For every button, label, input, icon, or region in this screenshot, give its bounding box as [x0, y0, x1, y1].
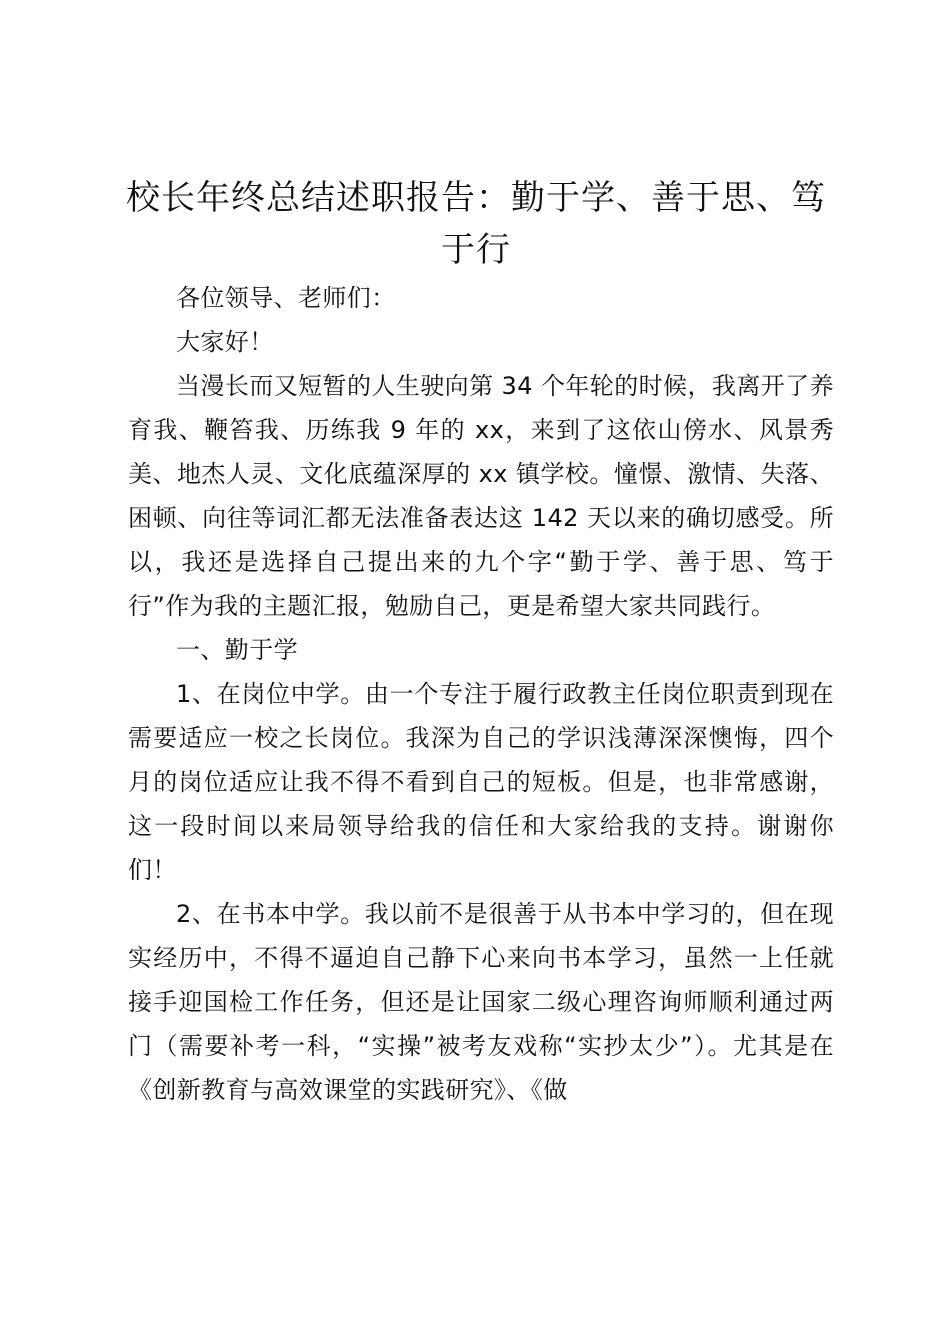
body-paragraph: 2、在书本中学。我以前不是很善于从书本中学习的，但在现实经历中，不得不逼迫自己静下心来向书本学习，虽然一上任就接手迎国检工作任务，但还是让国家二级心理咨询师顺利通过两门（需要补考一科，“实操”被考友戏称“实抄太少”）。尤其是在《创新教育与高效课堂的实践研究》、《做 — [128, 900, 834, 1104]
document-body — [128, 276, 834, 1112]
body-paragraph: 1、在岗位中学。由一个专注于履行政教主任岗位职责到现在需要适应一校之长岗位。我深为自己的学识浅薄深深懊悔，四个月的岗位适应让我不得不看到自己的短板。但是，也非常感谢，这一段时间以来局领导给我的信任和大家给我的支持。谢谢你们！ — [128, 680, 834, 884]
document-title: 校长年终总结述职报告：勤于学、善于思、笃于行 — [126, 178, 826, 270]
intro-paragraph: 当漫长而又短暂的人生驶向第 34 个年轮的时候，我离开了养育我、鞭笞我、历练我 9 年的 xx，来到了这依山傍水、风景秀美、地杰人灵、文化底蕴深厚的 xx 镇学校。憧憬、激情、失落、困顿、向往等词汇都无法准备表达这 142 天以来的确切感受。所以，我还是选择自己提出来的九个字“勤于学、善于思、笃于行”作为我的主题汇报，勉励自己，更是希望大家共同践行。 — [128, 372, 834, 620]
salutation: 各位领导、老师们： — [176, 284, 396, 312]
section-heading: 一、勤于学 — [176, 636, 298, 664]
greeting: 大家好！ — [176, 328, 274, 356]
